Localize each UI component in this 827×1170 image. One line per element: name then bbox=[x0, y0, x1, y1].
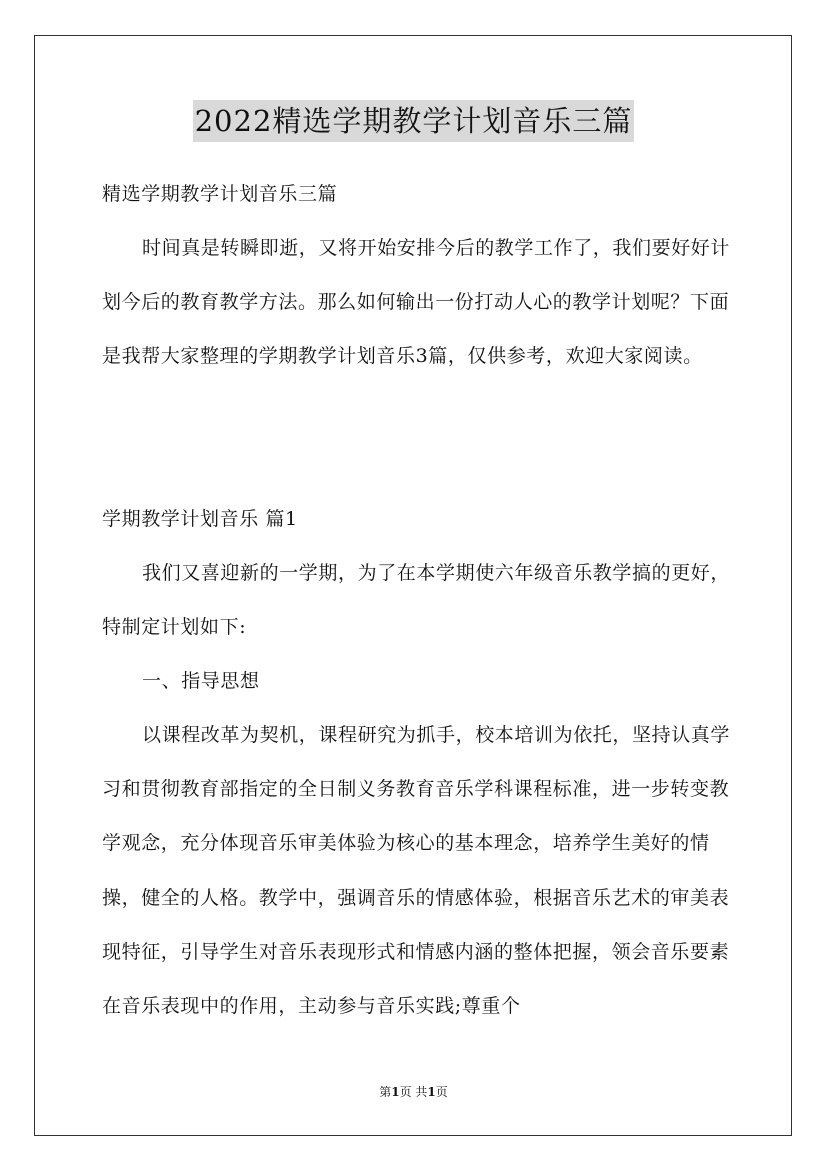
document-subtitle: 精选学期教学计划音乐三篇 bbox=[102, 183, 338, 205]
footer-current-page: 1 bbox=[391, 1085, 400, 1099]
footer-suffix: 页 bbox=[435, 1085, 448, 1099]
body-paragraph: 以课程改革为契机，课程研究为抓手，校本培训为依托，坚持认真学习和贯彻教育部指定的全日制义务教育音乐学科课程标准，进一步转变教学观念，充分体现音乐审美体验为核心的基本理念，培养学生美好的情操，健全的人格。教学中，强调音乐的情感体验，根据音乐艺术的审美表现特征，引导学生对音乐表现形式和情感内涵的整体把握，领会音乐要素在音乐表现中的作用，主动参与音乐实践;尊重个 bbox=[102, 724, 731, 1018]
title-container bbox=[0, 100, 827, 142]
intro-paragraph: 时间真是转瞬即逝，又将开始安排今后的教学工作了，我们要好好计划今后的教育教学方法。那么如何输出一份打动人心的教学计划呢？下面是我帮大家整理的学期教学计划音乐3篇，仅供参考，欢迎大家阅读。 bbox=[102, 237, 731, 368]
page-footer bbox=[0, 1083, 827, 1101]
section-intro-paragraph: 我们又喜迎新的一学期，为了在本学期使六年级音乐教学搞的更好，特制定计划如下: bbox=[102, 562, 731, 639]
footer-prefix: 第 bbox=[379, 1085, 392, 1099]
footer-mid: 页 共 bbox=[399, 1085, 428, 1099]
subheading: 一、指导思想 bbox=[142, 670, 260, 692]
footer-total-pages: 1 bbox=[427, 1085, 436, 1099]
section-heading: 学期教学计划音乐 篇1 bbox=[102, 508, 298, 530]
document-title: 2022精选学期教学计划音乐三篇 bbox=[193, 100, 635, 142]
